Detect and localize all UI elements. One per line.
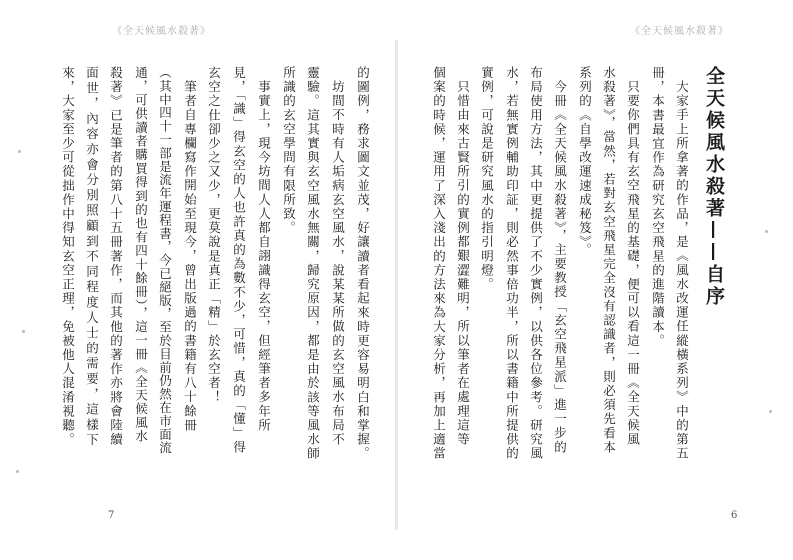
text-column: 事實上，現今坊間人人都自詡識得玄空，但經筆者多年所 (256, 80, 272, 433)
scan-speck (22, 330, 25, 333)
text-column: 來，大家至少可從拙作中得知玄空正理，免被他人混淆視聽。 (60, 66, 76, 447)
right-page (397, 0, 793, 560)
text-column: 只惜由來古賢所引的實例都艱澀難明，所以筆者在處理這等 (455, 80, 471, 447)
text-column: 的圖例，務求圖文並茂，好讓讀者看起來時更容易明白和掌握。 (355, 66, 371, 461)
text-column: 坊間不時有人垢病玄空風水，說某某所做的玄空風水布局不 (330, 80, 346, 447)
scan-speck (18, 150, 21, 153)
page-title: 全天候風水殺著——自序 (703, 66, 725, 308)
text-column: 通，可供讀者購買得到的也有四十餘冊），這一冊《全天候風水 (133, 66, 149, 444)
text-column: 靈驗。這其實與玄空風水無關，歸究原因，都是由於該等風水師 (305, 66, 321, 461)
text-column: 冊，本書最宜作為研究玄空飛星的進階讀本。 (650, 66, 666, 348)
left-page (0, 0, 396, 560)
text-column: 布局使用方法，其中更提供了不少實例，以供各位參考。研究風 (528, 66, 544, 461)
text-column: 今冊《全天候風水殺著》，主要教授「玄空飛星派」進一步的 (552, 80, 568, 455)
page-number-left: 7 (108, 510, 115, 521)
text-column: 系列的《自學改運速成秘笈》。 (577, 66, 593, 258)
scan-speck (769, 410, 772, 413)
running-header-left: 《全天候風水殺著》 (112, 26, 211, 37)
scan-speck (16, 470, 19, 473)
text-column: 面世，內容亦會分別照顧到不同程度人士的需要，這樣下 (84, 66, 100, 449)
text-column: 實例，可說是研究風水的指引明燈。 (479, 66, 495, 292)
running-header-right: 《全天候風水殺著》 (630, 26, 729, 37)
text-column: 殺著》已是筆者的第八十五冊著作，而其他的著作亦將會陸續 (108, 66, 124, 447)
text-column: 筆者自專欄寫作開始至現今，曾出版過的書籍有八十餘冊 (182, 80, 198, 433)
text-column: 玄空之仕卻少之又少，更莫說是真正「精」於玄空者！ (206, 66, 222, 405)
text-column: 水殺著》，當然，若對玄空飛星完全沒有認識者，則必須先看本 (601, 66, 617, 455)
text-column: 大家手上所拿著的作品，是《風水改運任縱橫系列》中的第五 (674, 80, 690, 461)
text-column: 只要你們具有玄空飛星的基礎，便可以看這一冊《全天候風 (625, 80, 641, 447)
text-column: （其中四十一部是流年運程書，今已絕版，至於目前仍然在市面流 (157, 66, 173, 455)
text-column: 個案的時候，運用了深入淺出的方法來為大家分析，再加上適當 (431, 66, 447, 461)
scan-speck (765, 230, 768, 233)
text-column: 水，若無實例輔助印証，則必然事倍功半，所以書籍中所提供的 (504, 66, 520, 461)
text-column: 所識的玄空學問有限所致。 (281, 66, 297, 236)
text-column: 見，「識」得玄空的人也許真的為數不少，可惜，真的「懂」得 (231, 66, 247, 455)
page-number-right: 6 (731, 510, 738, 521)
